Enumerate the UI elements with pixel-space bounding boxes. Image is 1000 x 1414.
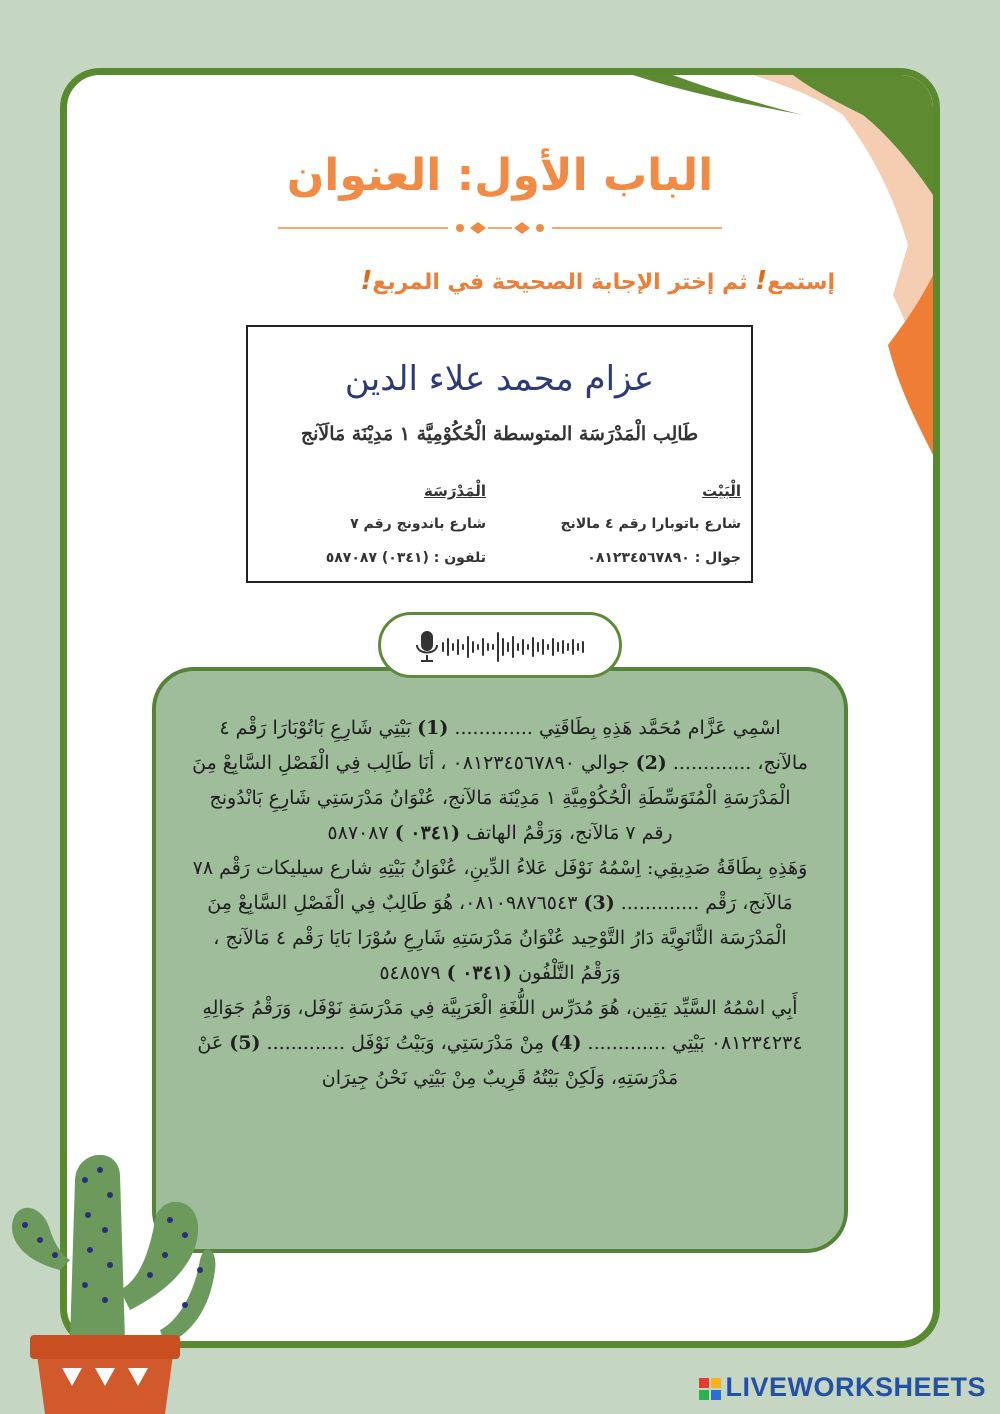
brand-footer[interactable] bbox=[699, 1372, 986, 1403]
cactus-pot-illustration bbox=[0, 1140, 220, 1414]
home-phone: جوال : ٠٨١٢٣٤٥٦٧٨٩٠ bbox=[587, 550, 741, 566]
card-school-column bbox=[256, 482, 486, 584]
microphone-icon bbox=[417, 631, 437, 661]
instruction-part1: إستمع bbox=[767, 270, 835, 295]
school-address: شارع باندونج رقم ٧ bbox=[350, 516, 486, 532]
passage-text: ٠٨١٠٩٨٧٦٥٤٣، هُوَ طَالِبٌ فِي الْفَصْلِ السَّابِعْ مِنَ الْمَدْرَسَة الثَّانَوِيَّة دَارُ التَّوْحِيد عُنْوَانُ مَدْرَسَتِهِ شَارِعِ سُوْرَا بَايَا رَقْم ٤ مَالآنج ، وَرَقْمُ التَّلْفُون bbox=[207, 892, 787, 984]
blank-5[interactable]: (5) bbox=[229, 1032, 261, 1054]
liveworksheets-logo-icon bbox=[699, 1378, 721, 1400]
business-card bbox=[246, 325, 753, 583]
passage-paragraph-3 bbox=[192, 991, 808, 1096]
page-title: الباب الأول: العنوان bbox=[286, 150, 714, 201]
passage-box bbox=[152, 667, 848, 1253]
blank-4[interactable]: (4) bbox=[550, 1032, 582, 1054]
passage-text: اسْمِي عَزَّام مُحَمَّد هَذِهِ بِطَاقَتِي ............. bbox=[448, 717, 781, 739]
blank-1[interactable]: (1) bbox=[417, 717, 449, 739]
card-description: طَالِب الْمَدْرَسَة المتوسطة الْحُكُوْمِيَّة ١ مَدِيْنَة مَالَآنج bbox=[300, 423, 699, 445]
audio-waveform-icon[interactable] bbox=[409, 627, 599, 667]
home-heading: الْبَيْت bbox=[702, 482, 741, 500]
school-heading: الْمَدْرَسَة bbox=[424, 482, 486, 500]
card-home-column bbox=[511, 482, 741, 584]
passage-text: بَيْتِي شَارِعِ بَاتُوْبَارَا رَقْم ٤ مالآنج، ............. bbox=[219, 717, 808, 774]
passage-text: أَبِي اسْمُهُ السَّيِّد يَقِين، هُوَ مُدَرِّس اللُّغَةِ الْعَرَبِيَّة فِي مَدْرَسَةِ نَوْفَل، وَرَقْمُ جَوَالِهِ ٠٨١٢٣٤٢٣٤ بَيْتِي ............. bbox=[202, 997, 803, 1054]
passage-text: عَنْ مَدْرَسَتِهِ، وَلَكِنْ بَيْتُهُ قَرِيبٌ مِنْ بَيْتِي نَحْنُ جِيرَان bbox=[197, 1032, 679, 1089]
card-name: عزام محمد علاء الدين bbox=[344, 359, 655, 399]
area-code: (٠٣٤١ ) bbox=[394, 822, 461, 844]
instruction-text bbox=[360, 266, 835, 296]
area-code: (٠٣٤١ ) bbox=[446, 962, 513, 984]
passage-paragraph-2 bbox=[192, 851, 808, 991]
passage-text: ٥٤٨٥٧٩ bbox=[379, 962, 447, 984]
blank-3[interactable]: (3) bbox=[583, 892, 615, 914]
brand-name: LIVEWORKSHEETS bbox=[725, 1372, 986, 1402]
title-divider bbox=[278, 218, 722, 238]
home-address: شارع باتوبارا رقم ٤ مالانج bbox=[560, 516, 741, 532]
passage-text: ٥٨٧٠٨٧ bbox=[327, 822, 395, 844]
passage-text: مِنْ مَدْرَسَتِي، وَبَيْتُ نَوْفَل ............. bbox=[260, 1032, 551, 1054]
exclamation-mark-end: ! bbox=[360, 266, 373, 296]
blank-2[interactable]: (2) bbox=[635, 752, 667, 774]
passage-text: جوالي ٠٨١٢٣٤٥٦٧٨٩٠ ، أنَا طَالِب فِي الْفَصْلِ السَّابِعْ مِنَ الْمَدْرَسَةِ الْمُتَوَسِّطَةِ الْحُكُوْمِيَّةِ ١ مَدِيْنَة مَالآنج، عُنْوَانُ مَدْرَسَتِي شَارِعِ بَانْدُونج رقم ٧ مَالآنج، وَرَقْمُ الهاتف bbox=[192, 752, 791, 844]
audio-player[interactable] bbox=[378, 612, 622, 678]
passage-text: وَهَذِهِ بِطَاقَةُ صَدِيقِي: اِسْمُهُ نَوْفَل عَلاءُ الدِّينِ، عُنْوَانُ بَيْتِهِ شارع سيليكات رَقْم ٧٨ مَالآنج، رَقْم ............. bbox=[192, 857, 808, 914]
exclamation-mark: ! bbox=[755, 266, 768, 296]
school-phone: تلفون : (٠٣٤١) ٥٨٧٠٨٧ bbox=[325, 550, 486, 566]
instruction-part2: ثم إختر الإجابة الصحيحة في المربع bbox=[372, 270, 756, 295]
passage-paragraph-1 bbox=[192, 711, 808, 851]
